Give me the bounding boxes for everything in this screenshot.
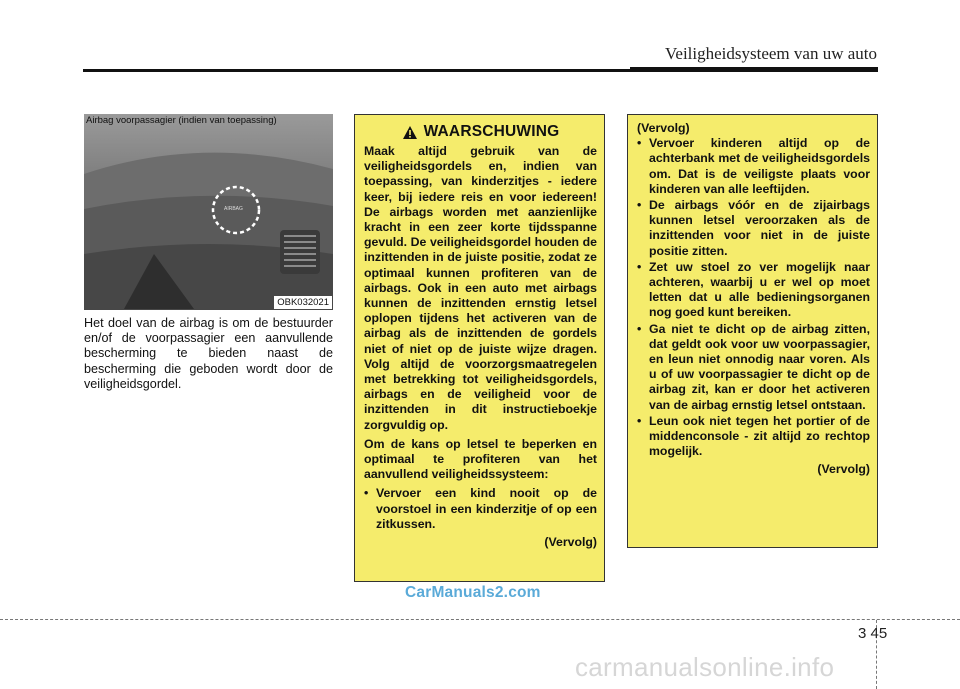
bullet-icon: • <box>364 486 369 501</box>
continuation-bullet <box>637 198 870 259</box>
continuation-bullet <box>637 136 870 197</box>
bullet-icon: • <box>637 259 642 274</box>
page-number: 3 45 <box>858 625 888 642</box>
continuation-bullet <box>637 414 870 460</box>
continuation-box <box>627 114 878 548</box>
photo-caption: Airbag voorpassagier (indien van toepassing) <box>86 115 277 126</box>
continued-label: (Vervolg) <box>817 462 870 477</box>
bullet-icon: • <box>637 136 642 151</box>
body-paragraph: Het doel van de airbag is om de bestuurder en/of de voorpassagier een aanvullende bescherming te bieden naast de bescherming die geboden wordt door de veiligheidsgordel. <box>84 316 333 391</box>
bullet-icon: • <box>637 321 642 336</box>
header-rule-accent <box>630 67 878 72</box>
photo-code: OBK032021 <box>274 296 332 309</box>
warning-bullet <box>364 486 597 532</box>
warning-box <box>354 114 605 582</box>
dashboard-illustration <box>84 114 333 310</box>
watermark-link[interactable]: CarManuals2.com <box>405 584 541 601</box>
dashboard-photo <box>84 114 333 310</box>
warning-bullet-text: Vervoer een kind nooit op de voorstoel in een kinderzitje of op een zitkussen. <box>376 486 597 531</box>
warning-paragraph-2: Om de kans op letsel te beperken en optimaal te profiteren van het aanvullend veiligheidssysteem: <box>364 436 597 482</box>
continuation-bullet-text: Vervoer kinderen altijd op de achterbank met de veiligheidsgordels om. Dat is de veiligste plaats voor kinderen van alle leeftijden. <box>649 136 870 196</box>
continuation-bullet-text: De airbags vóór en de zijairbags kunnen letsel veroorzaken als de inzittenden voor niet in de juiste positie zitten. <box>649 198 870 258</box>
footer-rule <box>0 619 960 620</box>
site-watermark: carmanualsonline.info <box>575 652 835 682</box>
continuation-bullet <box>637 260 870 321</box>
warning-header <box>364 123 597 141</box>
warning-triangle-icon <box>402 125 418 140</box>
continuation-bullet-text: Zet uw stoel zo ver mogelijk naar achteren, waarbij u er wel op moet letten dat u alle bedieningsorganen nog goed kunt bereiken. <box>649 259 870 320</box>
airbag-label: AIRBAG <box>224 206 243 212</box>
continued-label: (Vervolg) <box>544 535 597 550</box>
continuation-bullet-text: Leun ook niet tegen het portier of de middenconsole - zit altijd zo rechtop mogelijk. <box>649 413 870 459</box>
section-title: Veiligheidsysteem van uw auto <box>665 44 877 63</box>
continuation-heading: (Vervolg) <box>637 121 690 135</box>
warning-paragraph-1: Maak altijd gebruik van de veiligheidsgordels en, indien van toepassing, van kinderzitjes - iedere keer, bij iedere reis en voor iedereen! De airbags worden met aanzienlijke kracht in een zeer korte tijdsspanne gevuld. De veiligheidsgordel houden de inzittenden in de juiste positie, zodat ze optimaal kunnen profiteren van de airbags. Ook in een auto met airbags kunnen de inzittenden ernstig letsel oplopen tijdens het activeren van de airbag als de inzittenden de gordels niet of niet op de juiste wijze dragen. Volg altijd de voorzorgsmaatregelen met betrekking tot veiligheidsgordels, airbags en de veiligheid voor de inzittenden in dit instructieboekje zorgvuldig op. <box>364 144 597 432</box>
continuation-bullet-text: Ga niet te dicht op de airbag zitten, dat geldt ook voor uw voorpassagier, en leun niet onnodig naar voren. Als u of uw voorpassagier te dicht op de airbag zit, kan er door het activeren van de airbag ernstig letsel ontstaan. <box>649 321 870 412</box>
warning-title: WAARSCHUWING <box>423 123 560 140</box>
bullet-icon: • <box>637 198 642 213</box>
bullet-icon: • <box>637 413 642 428</box>
continuation-bullet <box>637 322 870 413</box>
